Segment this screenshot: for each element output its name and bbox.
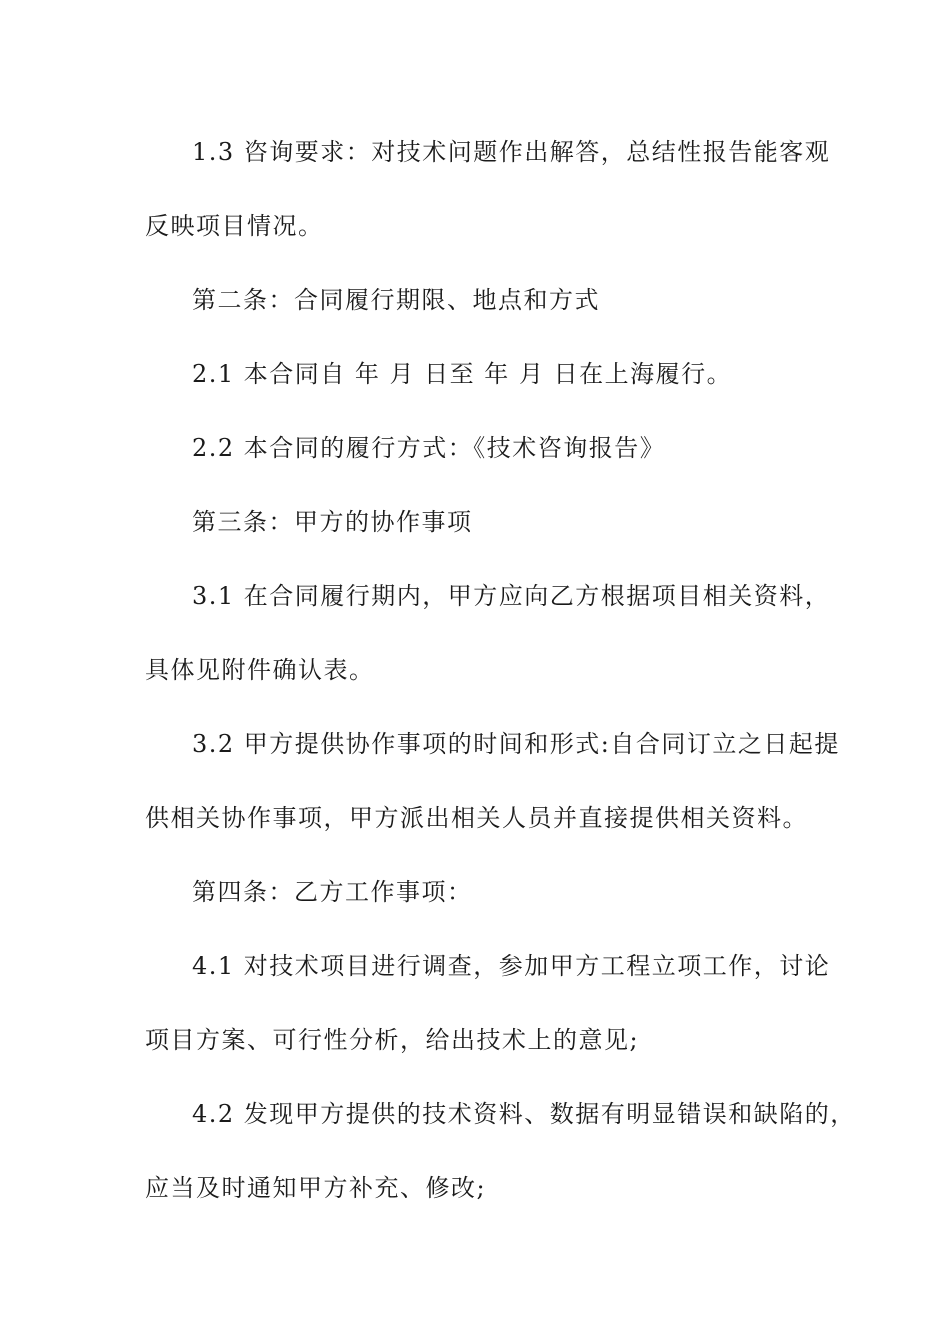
paragraph-3-1-line-2: 具体见附件确认表。 <box>145 656 375 684</box>
paragraph-3-2-line-1: 3.2 甲方提供协作事项的时间和形式:自合同订立之日起提 <box>192 730 840 758</box>
article-3-heading: 第三条：甲方的协作事项 <box>192 508 473 536</box>
paragraph-1-3-line-2: 反映项目情况。 <box>145 212 324 240</box>
article-2-heading: 第二条：合同履行期限、地点和方式 <box>192 286 600 314</box>
paragraph-1-3-line-1: 1.3 咨询要求：对技术问题作出解答，总结性报告能客观 <box>192 138 831 166</box>
paragraph-2-2: 2.2 本合同的履行方式：《技术咨询报告》 <box>192 434 666 462</box>
paragraph-3-2-line-2: 供相关协作事项，甲方派出相关人员并直接提供相关资料。 <box>145 804 808 832</box>
paragraph-4-2-line-1: 4.2 发现甲方提供的技术资料、数据有明显错误和缺陷的， <box>192 1100 856 1128</box>
paragraph-2-1: 2.1 本合同自 年 月 日至 年 月 日在上海履行。 <box>192 360 733 388</box>
paragraph-4-2-line-2: 应当及时通知甲方补充、修改; <box>145 1174 487 1202</box>
paragraph-4-1-line-2: 项目方案、可行性分析，给出技术上的意见; <box>145 1026 640 1054</box>
article-4-heading: 第四条：乙方工作事项： <box>192 878 473 906</box>
paragraph-3-1-line-1: 3.1 在合同履行期内，甲方应向乙方根据项目相关资料， <box>192 582 831 610</box>
paragraph-4-1-line-1: 4.1 对技术项目进行调查，参加甲方工程立项工作，讨论 <box>192 952 831 980</box>
